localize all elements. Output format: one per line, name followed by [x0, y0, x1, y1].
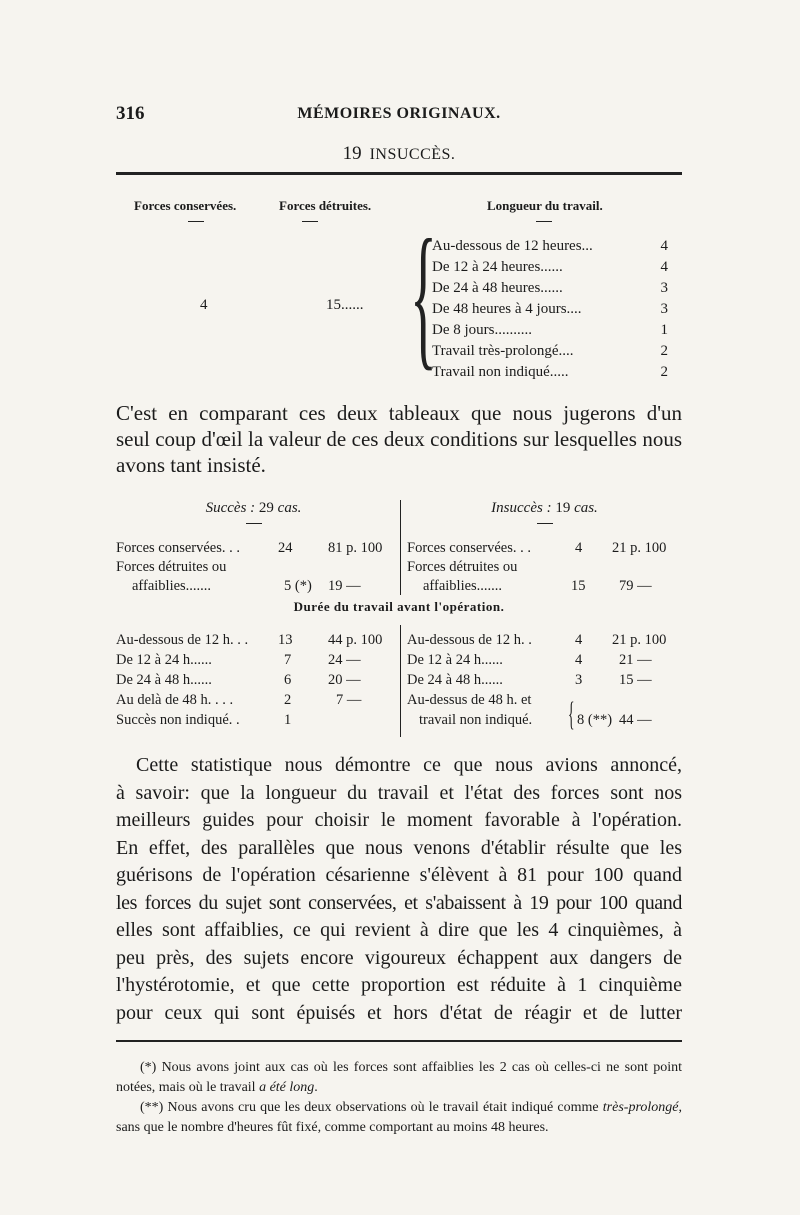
- section-name: INSUCCÈS.: [369, 146, 456, 163]
- section-title: [116, 143, 682, 165]
- brace-symbol: {: [568, 696, 575, 733]
- paragraph-line: C'est en comparant ces deux tableaux que nous jugerons d'un: [116, 401, 682, 425]
- duration-subtitle: Durée du travail avant l'opération.: [293, 599, 505, 614]
- paragraph-2: [116, 752, 682, 1027]
- column-divider: [400, 625, 401, 737]
- list-item: De 24 à 48 heures...... 3: [432, 280, 668, 296]
- col-longueur: Longueur du travail.: [487, 198, 603, 213]
- paragraph-line: à savoir: que la longueur du travail et l'état des forces sont nos: [116, 781, 682, 804]
- paragraph-line: les forces du sujet sont conservées, et s'abaissent à 19 pour 100 quand: [116, 891, 682, 914]
- paragraph-line: Cette statistique nous démontre ce que nous avions annoncé,: [136, 754, 682, 776]
- list-item: Au-dessous de 12 heures... 4: [432, 238, 668, 254]
- paragraph-line: peu près, des sujets encore vigoureux échappent aux dangers de: [116, 946, 682, 969]
- list-item: De 12 à 24 heures...... 4: [432, 259, 668, 275]
- dash-rule: [536, 221, 552, 222]
- dash-rule: [246, 523, 262, 524]
- comparison-table: Succès : 29 cas. Forces conservées. . . 24 81 p. 100 Forces détruites ou affaiblies....... 5 (*) 19 — Au-dessous de 12 h. . . 13 44 p. 100 De 12 à 24 h...... 7 24 — De 24 à 48 h...... 6 20 — Au delà de 48 h. . . . 2 7 — Succès non indiqué. . 1 Durée du travail avant l'opération. Insuccès : 19 cas. Forces conservées. . . 4 21 p. 100 Forces détruites ou affaiblies....... 15 79 — Au-dessous de 12 h. . 4 21 p. 100 De 12 à 24 h...... 4 21 — De 24 à 48 h...... 3 15 — Au-dessus de 48 h. et travail non indiqué. { 8 (**) 44 —: [116, 495, 682, 740]
- paragraph-line: guérisons de l'opération césarienne s'élèvent à 81 pour 100 quand: [116, 864, 682, 886]
- column-divider: [400, 500, 401, 595]
- section-number: 19: [342, 143, 362, 164]
- footnote-2: (**) Nous avons cru que les deux observations où le travail était indiqué comme très-prolongé, sans que le nombre d'heures fût fixé, comme comportant au moins 48 heures.: [116, 1100, 682, 1135]
- list-item: Travail très-prolongé.... 2: [432, 343, 668, 359]
- col-forces-conservees: Forces conservées.: [134, 198, 237, 213]
- paragraph-line: seul coup d'œil la valeur de ces deux conditions sur lesquelles nous: [116, 427, 682, 451]
- section-rule: [116, 172, 682, 175]
- paragraph-1: [116, 400, 682, 478]
- paragraph-line: elles sont affaiblies, ce qui revient à dire que les 4 cinquièmes, à: [116, 919, 682, 941]
- paragraph-line: En effet, des parallèles que nous venons d'établir résulte que les: [116, 836, 682, 859]
- value-conservees: 4: [200, 297, 208, 313]
- brace-symbol: {: [410, 206, 437, 384]
- page-number: 316: [116, 103, 145, 124]
- duration-list: [432, 236, 668, 383]
- dash-rule: [537, 523, 553, 524]
- paragraph-line: meilleurs guides pour choisir le moment favorable à l'opération.: [116, 809, 682, 831]
- footnotes: [116, 1058, 682, 1138]
- insucces-title: Insuccès : 19 cas.: [491, 500, 598, 516]
- footnote-1: (*) Nous avons joint aux cas où les forces sont affaiblies les 2 cas où celles-ci ne sont point notées, mais où le travail a été long.: [116, 1060, 682, 1095]
- list-item: De 8 jours.......... 1: [432, 322, 668, 338]
- paragraph-line: avons tant insisté.: [116, 453, 266, 477]
- list-item: Travail non indiqué..... 2: [432, 364, 668, 380]
- list-item: De 48 heures à 4 jours.... 3: [432, 301, 668, 317]
- succes-title: Succès : 29 cas.: [205, 500, 302, 516]
- running-title: MÉMOIRES ORIGINAUX.: [297, 105, 501, 122]
- value-detruites: 15......: [326, 297, 364, 313]
- col-forces-detruites: Forces détruites.: [279, 198, 372, 213]
- paragraph-line: pour ceux qui sont épuisés et hors d'état de réagir et de lutter: [116, 1001, 682, 1024]
- footnote-rule: [116, 1040, 682, 1042]
- page-header: [116, 103, 682, 129]
- dash-rule: [302, 221, 318, 222]
- paragraph-line: l'hystérotomie, et que cette proportion est réduite à 1 cinquième: [116, 974, 682, 996]
- dash-rule: [188, 221, 204, 222]
